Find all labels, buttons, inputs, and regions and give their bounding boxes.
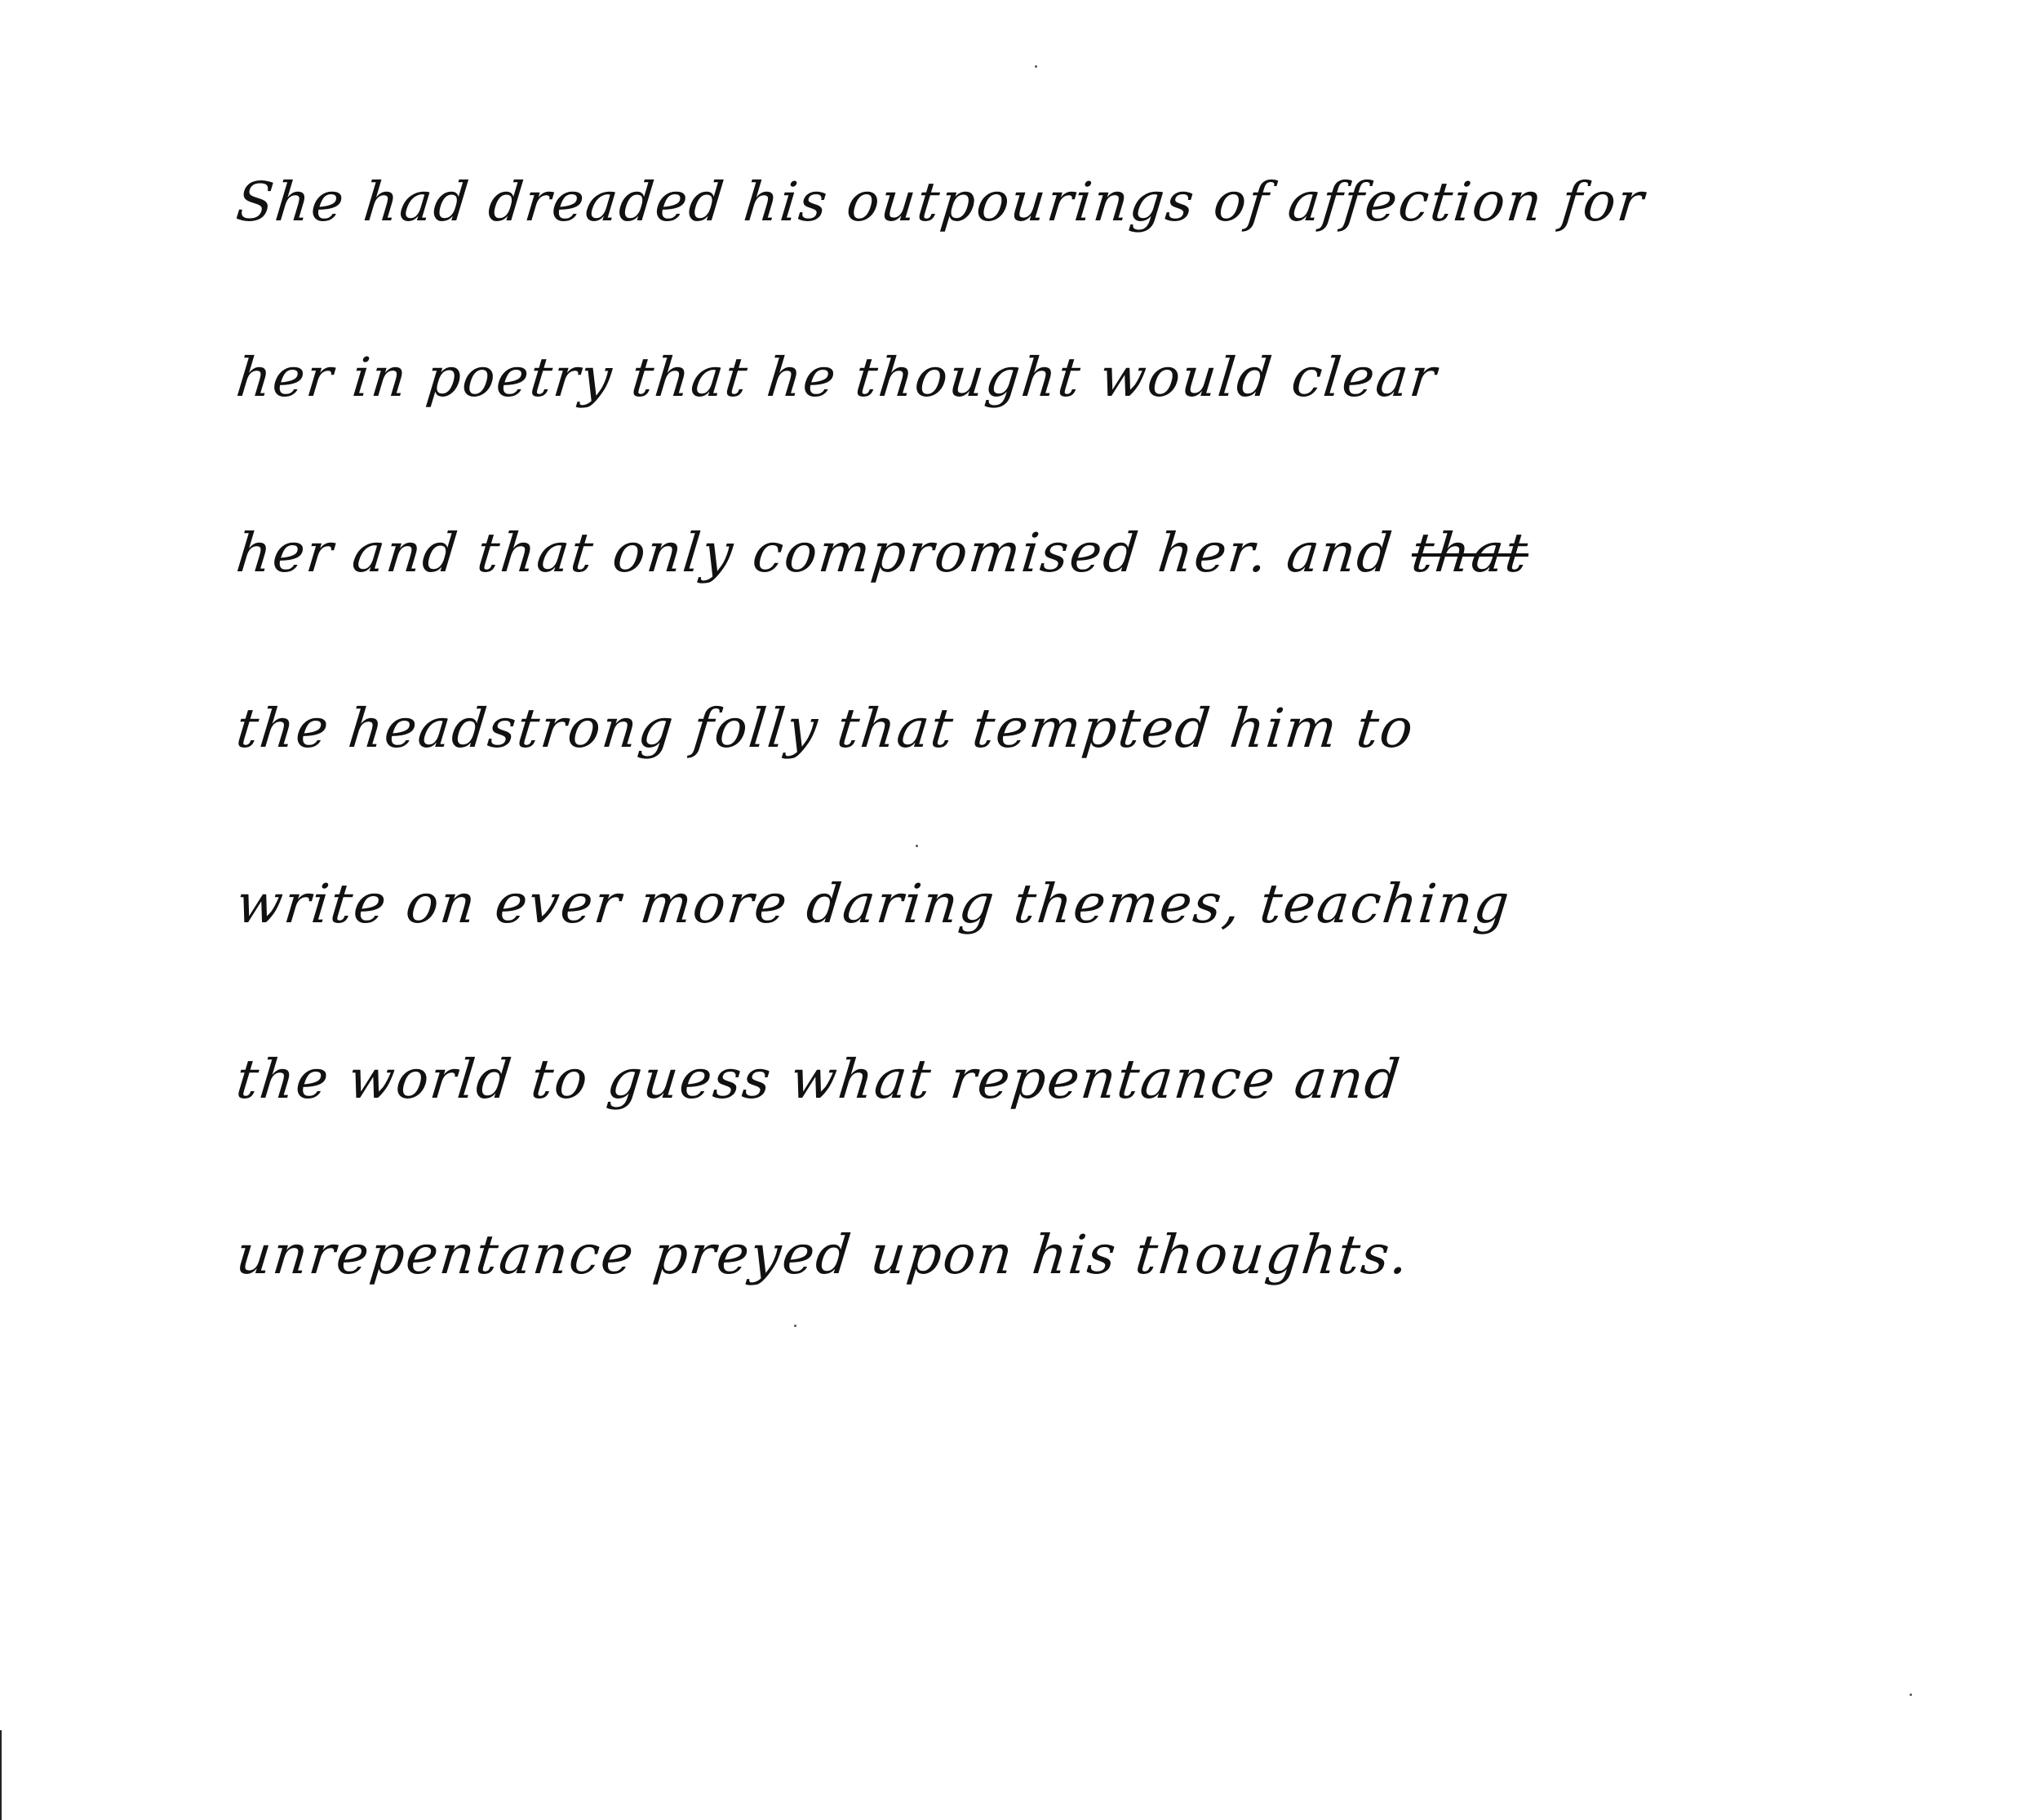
text-line: She had dreaded his outpourings of affection for (233, 171, 1648, 233)
scan-speck (1910, 1693, 1912, 1696)
struck-out-word: that (1409, 522, 1533, 584)
scan-speck (794, 1325, 796, 1327)
text-line: unrepentance preyed upon his thoughts. (233, 1223, 1413, 1286)
text-line-content: her and that only compromised her. and (233, 522, 1397, 584)
text-line: the headstrong folly that tempted him to (233, 697, 1417, 760)
text-line: write on ever more daring themes, teaching (233, 872, 1514, 935)
text-line (228, 465, 1797, 641)
scan-speck (1035, 65, 1037, 68)
text-line: the world to guess what repentance and (233, 1048, 1404, 1111)
text-line: her in poetry that he thought would clear (233, 346, 1441, 409)
scan-edge-mark (0, 1730, 2, 1820)
handwritten-text (233, 114, 1787, 1343)
scan-speck (916, 845, 918, 847)
